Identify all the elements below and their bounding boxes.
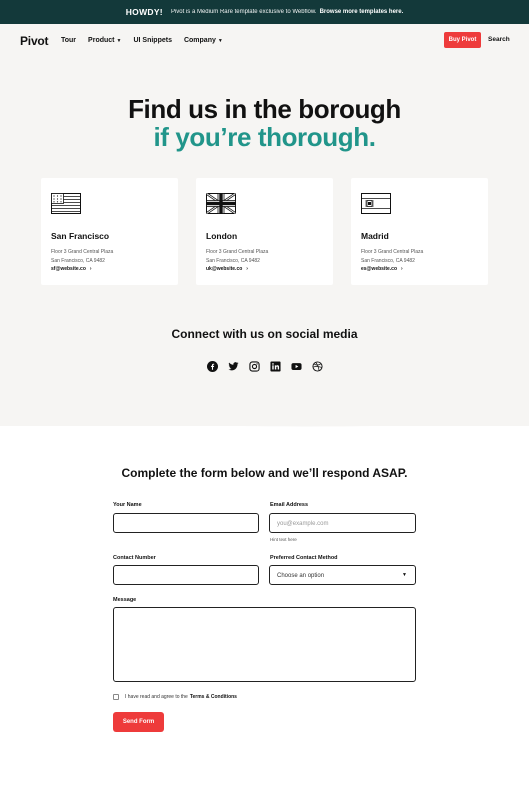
location-address: Floor 3 Grand Central Plaza San Francisco, CA 9482 (51, 249, 114, 264)
social-title: Connect with us on social media (171, 327, 358, 341)
chevron-down-icon: ▼ (402, 572, 407, 578)
location-city: San Francisco (51, 231, 110, 241)
form-title: Complete the form below and we’ll respond ASAP. (121, 466, 408, 480)
nav-link-product[interactable]: Product ▼ (88, 37, 122, 44)
announcement-link[interactable]: Browse more templates here. (319, 9, 404, 15)
facebook-icon[interactable] (207, 361, 218, 372)
twitter-icon[interactable] (228, 361, 239, 372)
linkedin-icon[interactable] (270, 361, 281, 372)
name-label: Your Name (113, 502, 142, 508)
message-label: Message (113, 597, 137, 603)
announcement-bar (0, 0, 529, 24)
terms-text: I have read and agree to the (125, 694, 188, 700)
email-placeholder: you@example.com (277, 521, 329, 527)
instagram-icon[interactable] (249, 361, 260, 372)
hero-title-line1: Find us in the borough (128, 94, 401, 124)
phone-input[interactable] (113, 565, 259, 585)
nav-link-company[interactable]: Company ▼ (183, 37, 223, 44)
location-card (196, 178, 333, 285)
send-form-button[interactable]: Send Form (113, 712, 164, 732)
terms-link[interactable]: Terms & Conditions (189, 694, 237, 700)
location-card (351, 178, 488, 285)
chevron-down-icon: ▼ (217, 37, 223, 44)
phone-label: Contact Number (113, 555, 156, 561)
usa-flag-icon (51, 193, 81, 214)
location-city: Madrid (361, 231, 389, 241)
hero-title-line2: if you’re thorough. (153, 122, 376, 152)
nav-link-ui-snippets[interactable]: UI Snippets (133, 37, 172, 44)
chevron-right-icon: › (89, 266, 92, 272)
location-card (41, 178, 178, 285)
announcement-text: Pivot is a Medium Rare template exclusive to Webflow. (170, 9, 317, 15)
chevron-down-icon: ▼ (116, 37, 122, 44)
chevron-right-icon: › (246, 266, 248, 272)
logo[interactable]: Pivot (20, 34, 49, 48)
location-cards (41, 178, 488, 285)
buy-button[interactable]: Buy Pivot (444, 32, 481, 48)
name-input[interactable] (113, 513, 259, 533)
search-link[interactable]: Search (488, 36, 510, 43)
location-email-link[interactable]: uk@website.co › (206, 266, 248, 272)
terms-checkbox[interactable] (113, 694, 119, 700)
hero-title (0, 95, 529, 151)
email-label: Email Address (270, 502, 309, 508)
location-email-link[interactable]: sf@website.co › (51, 266, 92, 272)
contact-method-select[interactable] (269, 565, 416, 585)
contact-method-value: Choose an option (277, 573, 325, 579)
location-email-link[interactable]: es@website.co › (361, 266, 403, 272)
chevron-right-icon: › (401, 266, 403, 272)
email-input[interactable] (269, 513, 416, 533)
social-icons (207, 361, 323, 372)
email-hint: Hint text here (270, 537, 297, 542)
dribbble-icon[interactable] (312, 361, 323, 372)
location-city: London (206, 231, 238, 241)
nav-links (61, 37, 223, 44)
contact-method-label: Preferred Contact Method (270, 555, 338, 561)
location-address: Floor 3 Grand Central Plaza San Francisco, CA 9482 (361, 249, 424, 264)
nav-link-tour[interactable]: Tour (61, 37, 77, 44)
spain-flag-icon (361, 193, 391, 214)
navbar (0, 24, 529, 58)
section-divider (0, 414, 529, 430)
terms-agreement (113, 694, 237, 700)
howdy-badge: HOWDY! (125, 7, 163, 17)
location-address: Floor 3 Grand Central Plaza San Francisco, CA 9482 (206, 249, 269, 264)
youtube-icon[interactable] (291, 361, 302, 372)
message-textarea[interactable] (113, 607, 416, 682)
uk-flag-icon (206, 193, 236, 214)
